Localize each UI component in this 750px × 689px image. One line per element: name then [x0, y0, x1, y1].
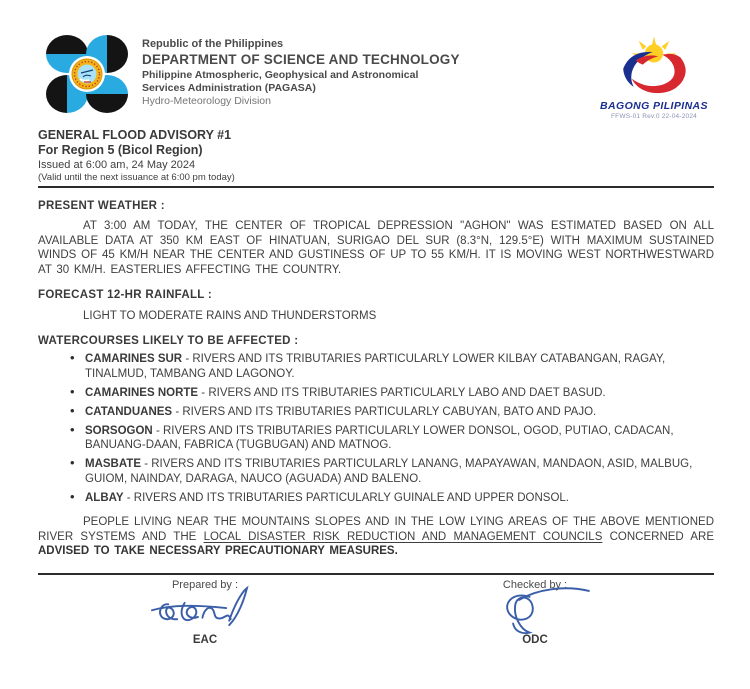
checked-signature-icon	[476, 585, 595, 637]
agency-line-1: Philippine Atmospheric, Geophysical and Astronomical	[142, 68, 419, 81]
bullet-icon: •	[70, 455, 75, 470]
watercourse-item	[70, 383, 714, 401]
watercourse-area: CATANDUANES	[85, 405, 173, 418]
watercourse-detail: - RIVERS AND ITS TRIBUTARIES PARTICULARLY GUINALE AND UPPER DONSOL.	[126, 491, 569, 504]
forecast-heading: FORECAST 12-HR RAINFALL :	[38, 289, 213, 301]
bullet-icon: •	[70, 488, 75, 504]
watercourses-heading: WATERCOURSES LIKELY TO BE AFFECTED :	[38, 335, 299, 347]
bullet-icon: •	[70, 421, 75, 437]
pagasa-logo-icon	[44, 33, 130, 115]
advice-bold-phrase: ADVISED TO TAKE NECESSARY PRECAUTIONARY MEASURES.	[38, 545, 398, 557]
agency-titles	[142, 33, 460, 108]
signature-divider	[38, 573, 714, 575]
document-header	[44, 33, 720, 120]
present-weather-paragraph: AT 3:00 AM TODAY, THE CENTER OF TROPICAL DEPRESSION "AGHON" WAS ESTIMATED BASED ON ALL AVAILABLE DATA AT 350 KM EAST OF HINATUAN, SURIGAO DEL SUR (8.3°N, 129.5°E) WITH MAXIMUM SUSTAINED WINDS OF 45 KM/H NEAR THE CENTER AND GUSTINESS OF UP TO 55 KM/H. IT IS MOVING WEST NORTHWESTWARD AT 30 KM/H. EASTERLIES AFFECTING THE COUNTRY.	[38, 220, 714, 276]
advisory-region: For Region 5 (Bicol Region)	[38, 143, 203, 157]
watercourse-detail: - RIVERS AND ITS TRIBUTARIES PARTICULARLY LOWER KILBAY CATABANGAN, RAGAY, TINALMUD, TAMBANG AND LAGONOY.	[85, 353, 666, 380]
advice-underlined-phrase: LOCAL DISASTER RISK REDUCTION AND MANAGEMENT COUNCILS	[203, 530, 603, 543]
prepared-by-block	[100, 579, 310, 646]
checked-by-block	[430, 579, 640, 646]
watercourse-detail: - RIVERS AND ITS TRIBUTARIES PARTICULARLY LOWER DONSOL, OGOD, PUTIAO, CADACAN, BANUANG-DAAN, FABRICA (TUGBUGAN) AND MATNOG.	[85, 424, 674, 451]
watercourse-item	[70, 488, 714, 506]
present-weather-heading: PRESENT WEATHER :	[38, 200, 165, 212]
advice-text-1: PEOPLE LIVING NEAR THE MOUNTAINS SLOPES AND IN THE LOW LYING AREAS OF THE ABOVE MENTIONED RIVER SYSTEMS AND THE	[38, 516, 714, 543]
watercourse-detail: - RIVERS AND ITS TRIBUTARIES PARTICULARLY CABUYAN, BATO AND PAJO.	[175, 405, 597, 418]
checked-by-label: Checked by :	[502, 578, 568, 591]
watercourse-detail: - RIVERS AND ITS TRIBUTARIES PARTICULARLY LABO AND DAET BASUD.	[201, 386, 606, 399]
watercourse-item	[70, 457, 714, 486]
bullet-icon: •	[70, 402, 75, 418]
watercourses-list	[70, 352, 714, 505]
advice-paragraph	[38, 515, 714, 559]
watercourse-area: MASBATE	[85, 458, 142, 470]
watercourse-area: CAMARINES NORTE	[85, 386, 199, 399]
bagong-pilipinas-block	[588, 33, 720, 120]
bullet-icon: •	[70, 383, 75, 399]
bagong-pilipinas-logo-icon	[612, 35, 696, 97]
form-reference-number: FFWS-01 Rev.0 22-04-2024	[611, 113, 697, 120]
division-line: Hydro-Meteorology Division	[142, 94, 271, 107]
advisory-title: GENERAL FLOOD ADVISORY #1	[38, 128, 232, 142]
prepared-signature-icon	[146, 585, 265, 637]
bagong-pilipinas-label: BAGONG PILIPINAS	[600, 100, 708, 112]
advisory-issued-timestamp: Issued at 6:00 am, 24 May 2024	[38, 159, 196, 171]
watercourse-detail: - RIVERS AND ITS TRIBUTARIES PARTICULARLY LANANG, MAPAYAWAN, MANDAON, ASID, MALBUG, GUIOM, NAINDAY, DARAGA, NAUCO (AGUADA) AND BALENO.	[85, 458, 693, 485]
agency-line-2: Services Administration (PAGASA)	[142, 81, 316, 94]
advisory-validity-note: (Valid until the next issuance at 6:00 pm today)	[38, 172, 235, 183]
watercourse-item	[70, 421, 714, 453]
watercourse-area: ALBAY	[85, 491, 124, 504]
advice-text-2: CONCERNED ARE	[602, 530, 714, 543]
watercourse-area: CAMARINES SUR	[85, 353, 183, 365]
advisory-title-block	[38, 128, 714, 184]
republic-line: Republic of the Philippines	[142, 38, 284, 50]
forecast-body: LIGHT TO MODERATE RAINS AND THUNDERSTORMS	[83, 310, 377, 322]
department-line: DEPARTMENT OF SCIENCE AND TECHNOLOGY	[142, 51, 460, 67]
checked-initials: ODC	[522, 633, 548, 646]
header-divider	[38, 186, 714, 188]
signature-section	[0, 579, 750, 646]
prepared-by-label: Prepared by :	[171, 578, 239, 591]
prepared-initials: EAC	[192, 633, 218, 646]
watercourse-item	[70, 352, 714, 381]
watercourse-item	[70, 402, 714, 420]
bullet-icon: •	[70, 350, 75, 365]
watercourse-area: SORSOGON	[85, 424, 153, 437]
